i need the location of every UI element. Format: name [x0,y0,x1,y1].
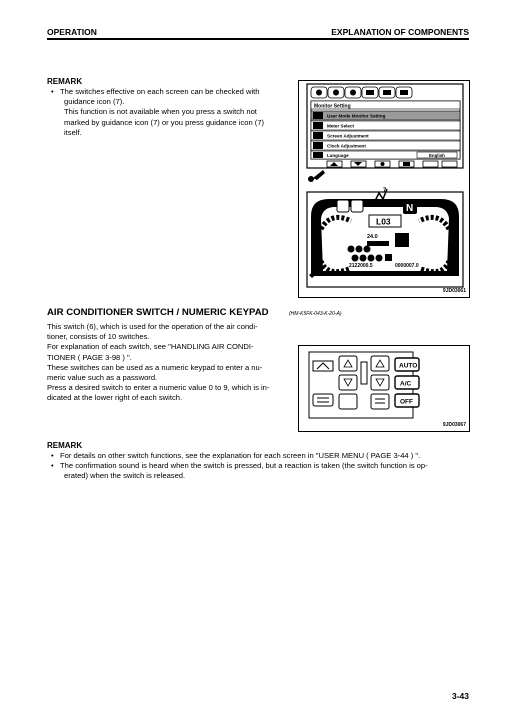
remark-text: The confirmation sound is heard when the switch is pressed, but a reaction is taken (the switch function is op- [60,461,428,471]
header-rule [47,38,469,40]
svg-text:N: N [406,203,414,214]
menu-title: Monitor Setting [314,103,351,110]
header-chapter-title: EXPLANATION OF COMPONENTS [331,27,469,37]
remark-text: marked by guidance icon (7) or you press guidance icon (7) [64,117,265,127]
remark-text: erated) when the switch is released. [64,471,186,481]
remark-bullet: • For details on other switch functions, see the explanation for each screen in "USER MENU ( PAGE 3-44 ) ". [51,451,421,460]
section-text: dicated at the lower right of each switch. [47,393,183,403]
remark-bullet: • The switches effective on each screen can be checked with [51,87,260,96]
section-text: meric value such as a password. [47,373,158,383]
remark-title: REMARK [47,441,83,450]
menu-item: Screen Adjustment [327,133,369,139]
language-value: English [429,153,445,158]
remark-body [47,451,477,482]
menu-item: Meter Select [327,123,355,129]
menu-item: Language [327,153,349,158]
remark-text: guidance icon (7). [64,97,125,107]
keypad-figure [298,345,470,432]
section-text: tioner, consists of 10 switches. [47,332,150,342]
remark-text: This function is not available when you press a switch not [64,107,257,117]
section-body [47,322,297,404]
monitor-counter: 0000007.0 [395,263,419,269]
section-text: TIONER ( PAGE 3-98 ) ". [47,352,132,362]
menu-item: Clock Adjustment [327,143,366,149]
section-heading: AIR CONDITIONER SWITCH / NUMERIC KEYPAD [47,307,269,318]
remark-text: The switches effective on each screen can be checked with [60,87,260,96]
section-reference-code: (HM-K5FK-043-K-20-A) [289,311,342,317]
callout-number: 7 [383,188,387,194]
monitor-mode-label: L03 [376,216,391,227]
section-text: Press a desired switch to enter a numeric value 0 to 9, which is in- [47,383,270,393]
keypad-off-label: OFF [400,398,413,406]
remark-bullet: • The confirmation sound is heard when the switch is pressed, but a reaction is taken (the switch function is op- [51,461,428,471]
remark-body [47,87,297,138]
remark-text: itself. [64,127,82,137]
section-text: For explanation of each switch, see "HANDLING AIR CONDI- [47,342,254,352]
figure-code: 9JD03061 [442,288,466,294]
remark-title: REMARK [47,77,83,86]
monitor-illustration [299,81,469,297]
header-section-title: OPERATION [47,27,97,37]
remark-text: For details on other switch functions, see the explanation for each screen in "USER MENU ( PAGE 3-44 ) ". [60,451,421,460]
figure-code: 9JD03067 [442,422,466,428]
section-text: These switches can be used as a numeric keypad to enter a nu- [47,362,263,372]
monitor-figure [298,80,470,298]
menu-item: User Mode Monitor Setting [327,113,386,119]
page-number: 3-43 [451,691,469,701]
monitor-counter: 2122000.5 [349,263,373,269]
keypad-auto-label: AUTO [399,362,418,370]
keypad-illustration [299,346,469,431]
keypad-ac-label: A/C [400,380,412,388]
monitor-readout: 24.0 [367,234,378,240]
section-text: This switch (6), which is used for the operation of the air condi- [47,322,258,331]
